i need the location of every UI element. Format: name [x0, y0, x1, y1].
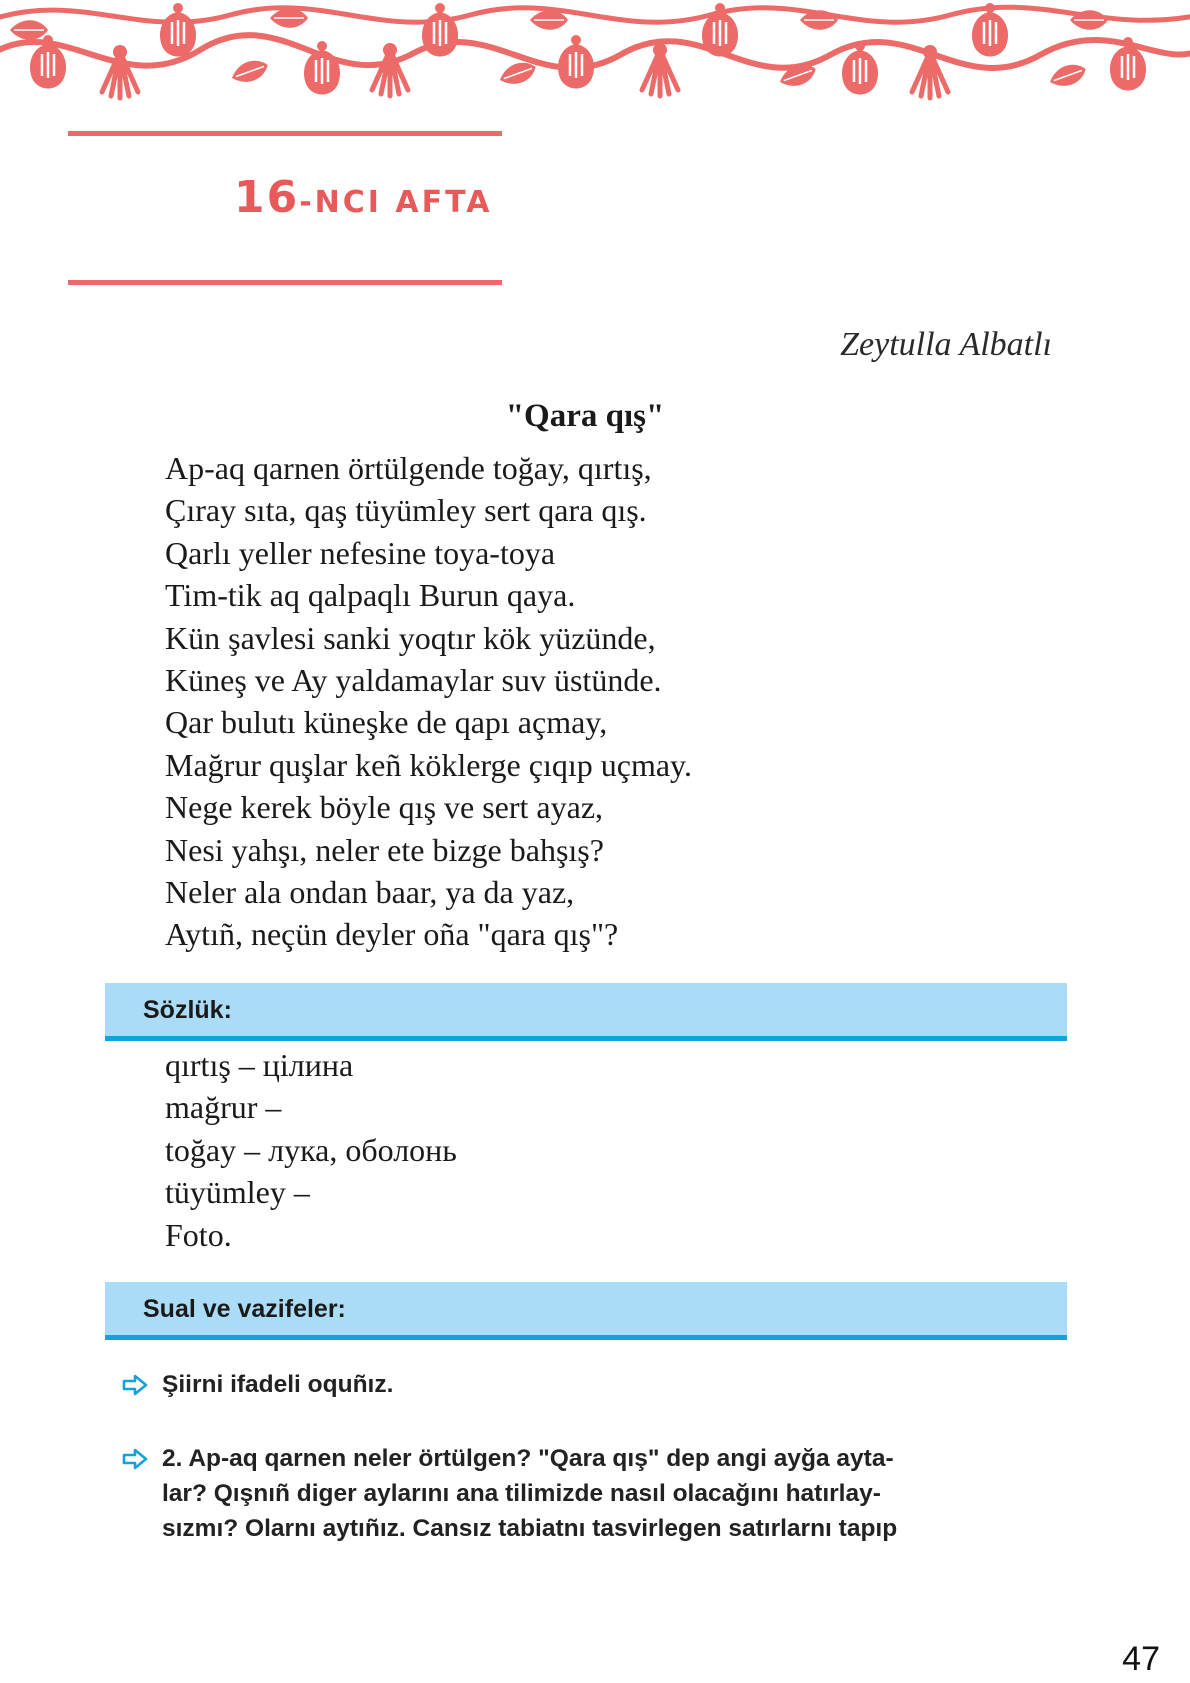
poem-line: Çıray sıta, qaş tüyümley sert qara qış.: [165, 492, 647, 529]
poem-line: Aytıñ, neçün deyler oña "qara qış"?: [165, 916, 619, 953]
task-text-line: 2. Ap-aq qarnen neler örtülgen? "Qara qış" dep angi ayğa ayta-: [162, 1445, 894, 1472]
vocabulary-item: qırtış – цілина: [165, 1047, 354, 1083]
poem-line: Küneş ve Ay yaldamaylar suv üstünde.: [165, 661, 662, 698]
floral-border-ornament: [0, 0, 1190, 115]
vocabulary-list: [165, 1044, 457, 1256]
vocabulary-item: Foto.: [165, 1216, 232, 1253]
task-text-line: sızmı? Olarnı aytıñız. Cansız tabiatnı tasvirlegen satırlarnı tapıp: [162, 1515, 898, 1542]
header-rule-bottom: [68, 280, 502, 285]
poem-line: Mağrur quşlar keñ köklerge çıqıp uçmay.: [165, 746, 692, 783]
poem-line: Nesi yahşı, neler ete bizge bahşış?: [165, 831, 604, 868]
poem-line: Qar bulutı küneşke de qapı açmay,: [165, 704, 608, 741]
poem-body: [165, 447, 692, 956]
poem-line: Kün şavlesi sanki yoqtır kök yüzünde,: [165, 619, 656, 656]
poem-line: Qarlı yeller nefesine toya-toya: [165, 534, 556, 571]
lesson-suffix: -NCI AFTA: [299, 185, 493, 220]
lesson-title: [234, 172, 493, 223]
poem-line: Neler ala ondan baar, ya da yaz,: [165, 873, 575, 910]
task-text-line: lar? Qışnıñ diger aylarını ana tilimizde nasıl olacağını hatırlay-: [162, 1480, 881, 1507]
poem-title: "Qara qış": [505, 398, 665, 434]
vocabulary-item: mağrur –: [165, 1089, 282, 1126]
vocabulary-heading-band: [105, 983, 1067, 1041]
vocabulary-heading: Sözlük:: [143, 996, 232, 1024]
page-number: 47: [1122, 1640, 1160, 1678]
arrow-right-outline-icon: [122, 1374, 148, 1396]
poem-line: Nege kerek böyle qış ve sert ayaz,: [165, 789, 604, 826]
tasks-heading-band: [105, 1282, 1067, 1340]
task-item: [122, 1367, 1042, 1402]
header-rule-top: [68, 131, 502, 136]
poem-line: Ap-aq qarnen örtülgende toğay, qırtış,: [165, 450, 652, 486]
task-item: [122, 1441, 1042, 1546]
poem-line: Tim-tik aq qalpaqlı Burun qaya.: [165, 577, 576, 614]
tasks-heading: Sual ve vazifeler:: [143, 1295, 346, 1323]
vocabulary-item: tüyümley –: [165, 1174, 310, 1211]
vocabulary-item: toğay – лука, оболонь: [165, 1131, 457, 1168]
task-text: Şiirni ifadeli oquñız.: [162, 1371, 394, 1398]
lesson-number: 16: [234, 172, 300, 223]
poem-author: Zeytulla Albatlı: [840, 326, 1052, 363]
arrow-right-outline-icon: [122, 1448, 148, 1470]
